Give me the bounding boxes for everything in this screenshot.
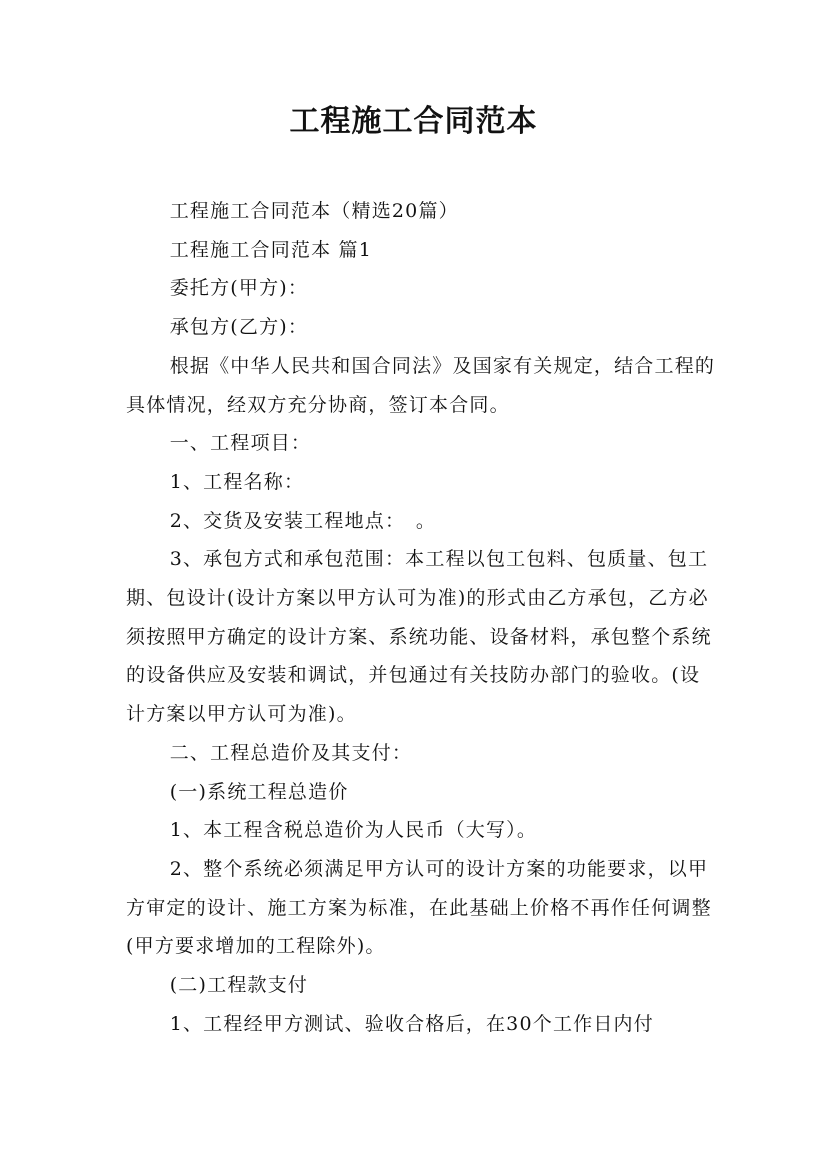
paragraph-project-heading: 一、工程项目： [169, 432, 312, 455]
paragraph-project-name: 1、工程名称： [169, 470, 305, 493]
document-body [126, 192, 716, 1043]
paragraph-subtitle: 工程施工合同范本（精选20篇） [169, 200, 459, 222]
paragraph-section-heading: 工程施工合同范本 篇1 [169, 238, 373, 261]
paragraph-party-b: 承包方(乙方)： [169, 316, 309, 339]
paragraph-location: 2、交货及安装工程地点： 。 [169, 509, 437, 532]
paragraph-tax-price: 1、本工程含税总造价为人民币（大写）。 [169, 819, 538, 842]
paragraph-system-price: (一)系统工程总造价 [169, 780, 349, 803]
paragraph-basis: 根据《中华人民共和国合同法》及国家有关规定，结合工程的具体情况，经双方充分协商，签订本合同。 [126, 354, 716, 416]
paragraph-price-heading: 二、工程总造价及其支付： [169, 741, 413, 764]
document-title: 工程施工合同范本 [289, 104, 538, 139]
paragraph-contract-scope: 3、承包方式和承包范围：本工程以包工包料、包质量、包工期、包设计(设计方案以甲方认可为准)的形式由乙方承包，乙方必须按照甲方确定的设计方案、系统功能、设备材料，承包整个系统的设备供应及安装和调试，并包通过有关技防办部门的验收。(设计方案以甲方认可为准)。 [126, 548, 712, 726]
paragraph-party-a: 委托方(甲方)： [169, 277, 309, 300]
paragraph-design-requirement: 2、整个系统必须满足甲方认可的设计方案的功能要求，以甲方审定的设计、施工方案为标准，在此基础上价格不再作任何调整(甲方要求增加的工程除外)。 [126, 857, 712, 958]
paragraph-payment-terms: 1、工程经甲方测试、验收合格后，在30个工作日内付 [169, 1012, 654, 1035]
paragraph-payment-heading: (二)工程款支付 [169, 974, 309, 997]
